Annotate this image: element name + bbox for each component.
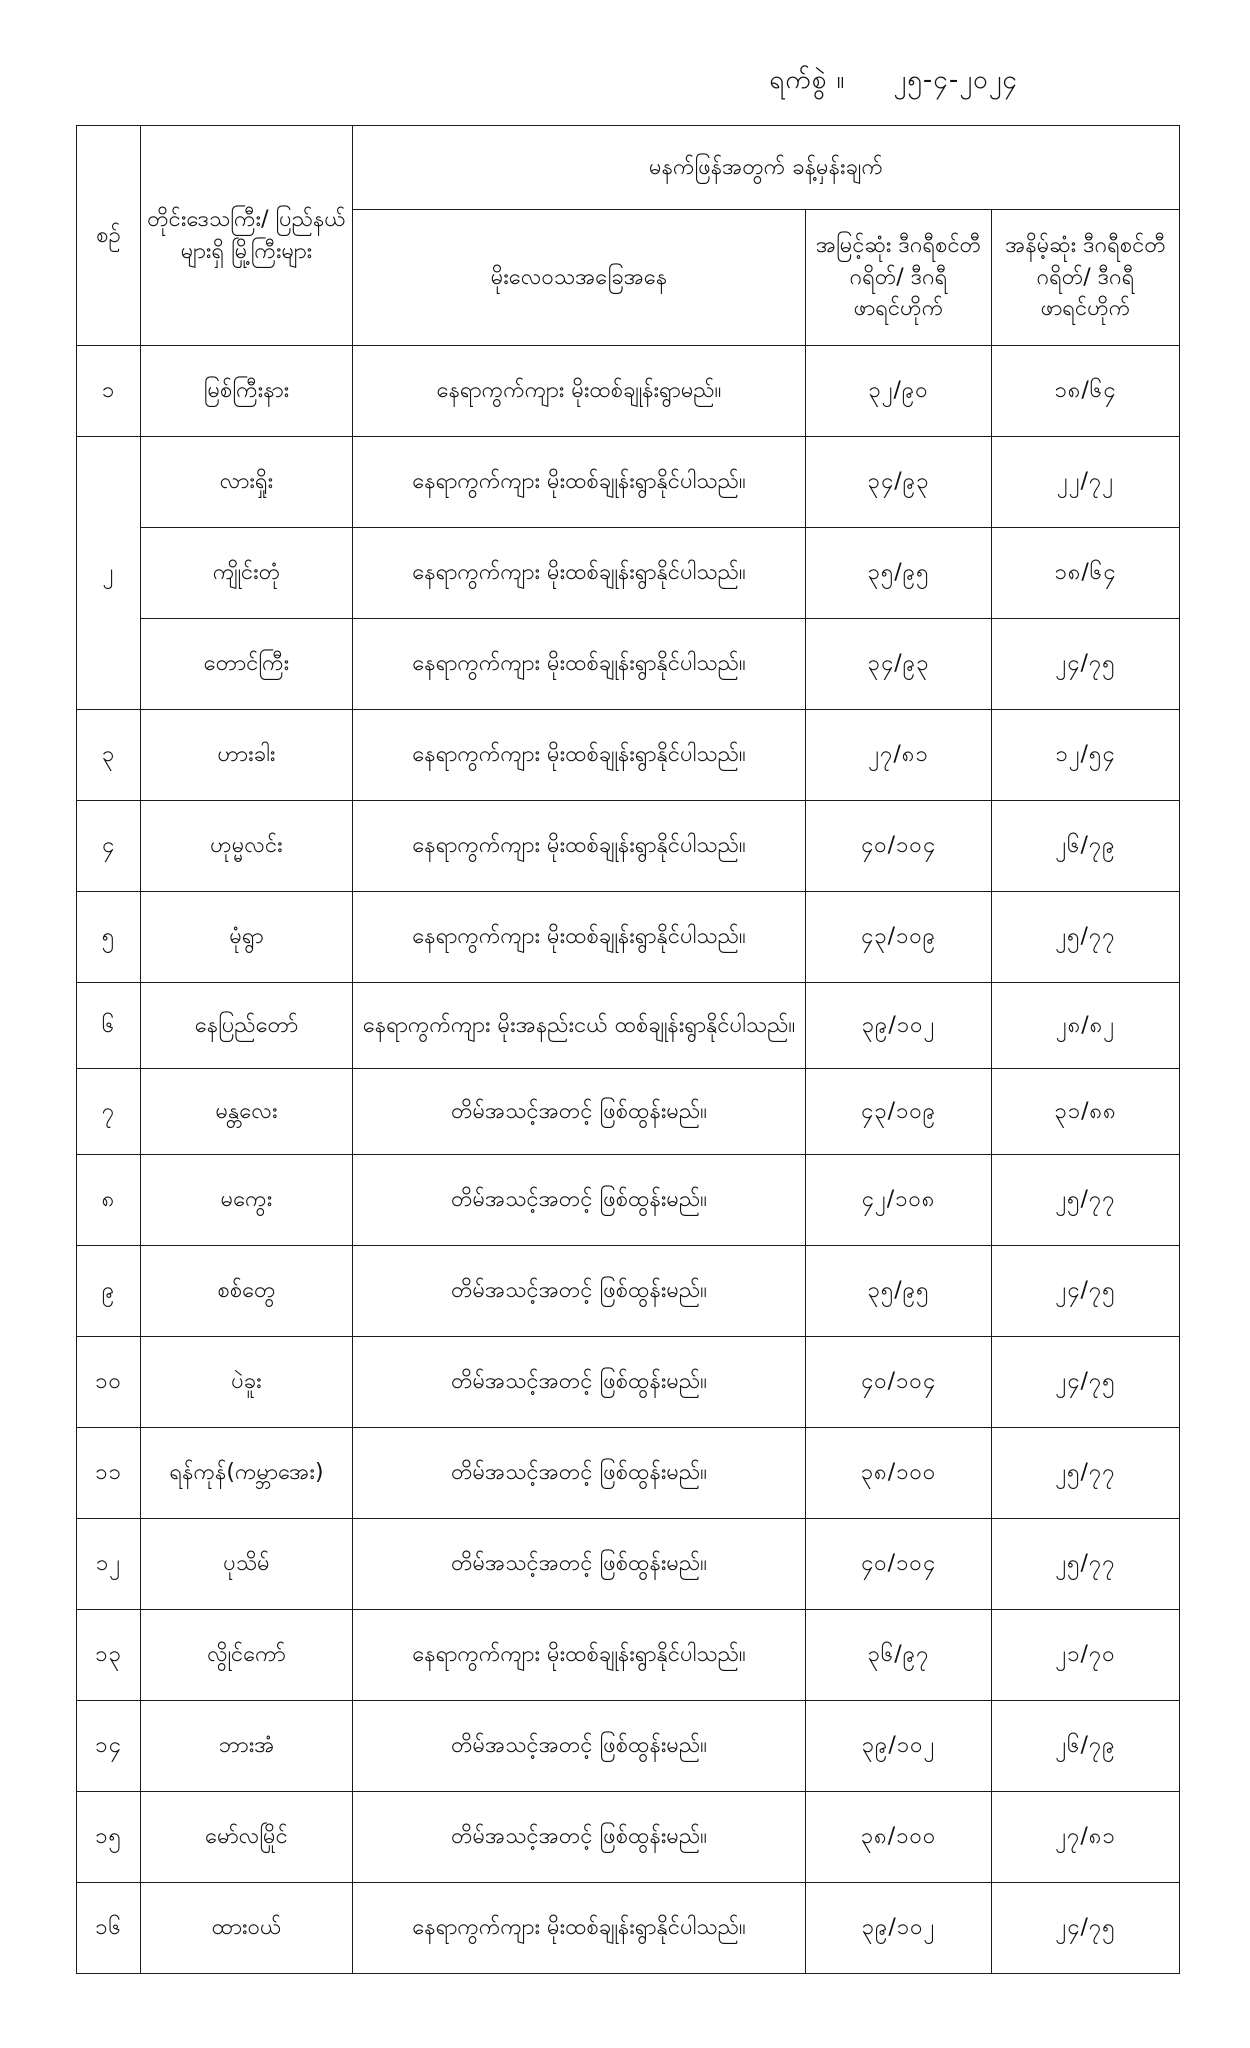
table-row xyxy=(77,1610,1180,1701)
max-temp-cell: ၄၂/၁၀၈ xyxy=(806,1155,992,1246)
min-temp-cell: ၁၂/၅၄ xyxy=(992,710,1180,801)
min-temp-cell: ၂၆/၇၉ xyxy=(992,1701,1180,1792)
table-body xyxy=(77,346,1180,1974)
header-max-temp: အမြင့်ဆုံး ဒီဂရီစင်တီဂရိတ်/ ဒီဂရီဖာရင်ဟိုက် xyxy=(806,210,992,346)
condition-cell: နေရာကွက်ကျား မိုးအနည်းငယ် ထစ်ချုန်းရွာနိုင်ပါသည်။ xyxy=(353,983,806,1069)
max-temp-cell: ၃၆/၉၇ xyxy=(806,1610,992,1701)
max-temp-cell: ၃၈/၁၀၀ xyxy=(806,1428,992,1519)
min-temp-cell: ၂၅/၇၇ xyxy=(992,892,1180,983)
row-number: ၁၀ xyxy=(77,1337,141,1428)
table-row xyxy=(77,1519,1180,1610)
document-date xyxy=(769,62,1018,101)
header-condition: မိုးလေဝသအခြေအနေ xyxy=(353,210,806,346)
max-temp-cell: ၄၃/၁၀၉ xyxy=(806,1069,992,1155)
table-header xyxy=(77,126,1180,346)
city-cell: နေပြည်တော် xyxy=(141,983,353,1069)
city-cell: ထားဝယ် xyxy=(141,1883,353,1974)
min-temp-cell: ၂၈/၈၂ xyxy=(992,983,1180,1069)
min-temp-cell: ၁၈/၆၄ xyxy=(992,346,1180,437)
city-cell: ရန်ကုန်(ကမ္ဘာအေး) xyxy=(141,1428,353,1519)
city-cell: ဟုမ္မလင်း xyxy=(141,801,353,892)
condition-cell: တိမ်အသင့်အတင့် ဖြစ်ထွန်းမည်။ xyxy=(353,1155,806,1246)
weather-forecast-table xyxy=(76,125,1180,1974)
max-temp-cell: ၃၅/၉၅ xyxy=(806,1246,992,1337)
condition-cell: တိမ်အသင့်အတင့် ဖြစ်ထွန်းမည်။ xyxy=(353,1246,806,1337)
min-temp-cell: ၂၇/၈၁ xyxy=(992,1792,1180,1883)
row-number: ၇ xyxy=(77,1069,141,1155)
condition-cell: နေရာကွက်ကျား မိုးထစ်ချုန်းရွာနိုင်ပါသည်။ xyxy=(353,437,806,528)
max-temp-cell: ၄၀/၁၀၄ xyxy=(806,801,992,892)
city-cell: မုံရွာ xyxy=(141,892,353,983)
min-temp-cell: ၂၅/၇၇ xyxy=(992,1428,1180,1519)
condition-cell: နေရာကွက်ကျား မိုးထစ်ချုန်းရွာနိုင်ပါသည်။ xyxy=(353,892,806,983)
min-temp-cell: ၁၈/၆၄ xyxy=(992,528,1180,619)
max-temp-cell: ၃၂/၉၀ xyxy=(806,346,992,437)
table-row xyxy=(77,1246,1180,1337)
city-cell: မကွေး xyxy=(141,1155,353,1246)
min-temp-cell: ၂၄/၇၅ xyxy=(992,1246,1180,1337)
min-temp-cell: ၂၄/၇၅ xyxy=(992,1883,1180,1974)
condition-cell: နေရာကွက်ကျား မိုးထစ်ချုန်းရွာနိုင်ပါသည်။ xyxy=(353,1883,806,1974)
city-cell: ဟားခါး xyxy=(141,710,353,801)
city-cell: လွိုင်ကော် xyxy=(141,1610,353,1701)
row-number: ၁၂ xyxy=(77,1519,141,1610)
row-number: ၉ xyxy=(77,1246,141,1337)
city-cell: လားရှိုး xyxy=(141,437,353,528)
max-temp-cell: ၃၄/၉၃ xyxy=(806,437,992,528)
city-cell: ကျိုင်းတုံ xyxy=(141,528,353,619)
min-temp-cell: ၂၅/၇၇ xyxy=(992,1519,1180,1610)
min-temp-cell: ၂၁/၇၀ xyxy=(992,1610,1180,1701)
max-temp-cell: ၃၉/၁၀၂ xyxy=(806,1701,992,1792)
min-temp-cell: ၂၄/၇၅ xyxy=(992,619,1180,710)
date-value: ၂၅-၄-၂၀၂၄ xyxy=(893,65,1018,95)
city-cell: မန္တလေး xyxy=(141,1069,353,1155)
max-temp-cell: ၄၃/၁၀၉ xyxy=(806,892,992,983)
min-temp-cell: ၂၄/၇၅ xyxy=(992,1337,1180,1428)
table-row xyxy=(77,619,1180,710)
min-temp-cell: ၂၅/၇၇ xyxy=(992,1155,1180,1246)
date-label: ရက်စွဲ ။ xyxy=(769,65,846,95)
table-row xyxy=(77,1701,1180,1792)
max-temp-cell: ၃၉/၁၀၂ xyxy=(806,1883,992,1974)
condition-cell: နေရာကွက်ကျား မိုးထစ်ချုန်းရွာနိုင်ပါသည်။ xyxy=(353,1610,806,1701)
max-temp-cell: ၃၄/၉၃ xyxy=(806,619,992,710)
row-number: ၁ xyxy=(77,346,141,437)
row-number: ၆ xyxy=(77,983,141,1069)
row-number: ၁၅ xyxy=(77,1792,141,1883)
max-temp-cell: ၄၀/၁၀၄ xyxy=(806,1519,992,1610)
row-number: ၁၆ xyxy=(77,1883,141,1974)
table-row xyxy=(77,892,1180,983)
condition-cell: နေရာကွက်ကျား မိုးထစ်ချုန်းရွာနိုင်ပါသည်။ xyxy=(353,801,806,892)
table-row xyxy=(77,528,1180,619)
table-row xyxy=(77,710,1180,801)
max-temp-cell: ၃၉/၁၀၂ xyxy=(806,983,992,1069)
table-row xyxy=(77,346,1180,437)
table-row xyxy=(77,801,1180,892)
condition-cell: တိမ်အသင့်အတင့် ဖြစ်ထွန်းမည်။ xyxy=(353,1428,806,1519)
condition-cell: တိမ်အသင့်အတင့် ဖြစ်ထွန်းမည်။ xyxy=(353,1701,806,1792)
min-temp-cell: ၂၂/၇၂ xyxy=(992,437,1180,528)
row-number: ၈ xyxy=(77,1155,141,1246)
condition-cell: နေရာကွက်ကျား မိုးထစ်ချုန်းရွာနိုင်ပါသည်။ xyxy=(353,528,806,619)
city-cell: ဘားအံ xyxy=(141,1701,353,1792)
condition-cell: တိမ်အသင့်အတင့် ဖြစ်ထွန်းမည်။ xyxy=(353,1337,806,1428)
table-row xyxy=(77,1792,1180,1883)
row-number: ၁၄ xyxy=(77,1701,141,1792)
header-min-temp: အနိမ့်ဆုံး ဒီဂရီစင်တီဂရိတ်/ ဒီဂရီဖာရင်ဟိုက် xyxy=(992,210,1180,346)
row-number: ၅ xyxy=(77,892,141,983)
city-cell: စစ်တွေ xyxy=(141,1246,353,1337)
max-temp-cell: ၃၅/၉၅ xyxy=(806,528,992,619)
city-cell: တောင်ကြီး xyxy=(141,619,353,710)
row-number: ၁၃ xyxy=(77,1610,141,1701)
min-temp-cell: ၃၁/၈၈ xyxy=(992,1069,1180,1155)
table-row xyxy=(77,983,1180,1069)
table-row xyxy=(77,1069,1180,1155)
condition-cell: နေရာကွက်ကျား မိုးထစ်ချုန်းရွာနိုင်ပါသည်။ xyxy=(353,710,806,801)
table-row xyxy=(77,437,1180,528)
table-row xyxy=(77,1428,1180,1519)
condition-cell: တိမ်အသင့်အတင့် ဖြစ်ထွန်းမည်။ xyxy=(353,1519,806,1610)
condition-cell: နေရာကွက်ကျား မိုးထစ်ချုန်းရွာမည်။ xyxy=(353,346,806,437)
city-cell: ပဲခူး xyxy=(141,1337,353,1428)
header-forecast-group: မနက်ဖြန်အတွက် ခန့်မှန်းချက် xyxy=(353,126,1180,210)
condition-cell: နေရာကွက်ကျား မိုးထစ်ချုန်းရွာနိုင်ပါသည်။ xyxy=(353,619,806,710)
max-temp-cell: ၄၀/၁၀၄ xyxy=(806,1337,992,1428)
condition-cell: တိမ်အသင့်အတင့် ဖြစ်ထွန်းမည်။ xyxy=(353,1792,806,1883)
max-temp-cell: ၂၇/၈၁ xyxy=(806,710,992,801)
city-cell: မော်လမြိုင် xyxy=(141,1792,353,1883)
row-number: ၂ xyxy=(77,437,141,710)
table-row xyxy=(77,1337,1180,1428)
table-row xyxy=(77,1883,1180,1974)
city-cell: ပုသိမ် xyxy=(141,1519,353,1610)
min-temp-cell: ၂၆/၇၉ xyxy=(992,801,1180,892)
max-temp-cell: ၃၈/၁၀၀ xyxy=(806,1792,992,1883)
header-no: စဉ် xyxy=(77,126,141,346)
city-cell: မြစ်ကြီးနား xyxy=(141,346,353,437)
row-number: ၄ xyxy=(77,801,141,892)
header-city: တိုင်းဒေသကြီး/ ပြည်နယ်များရှိ မြို့ကြီးများ xyxy=(141,126,353,346)
row-number: ၃ xyxy=(77,710,141,801)
table-row xyxy=(77,1155,1180,1246)
condition-cell: တိမ်အသင့်အတင့် ဖြစ်ထွန်းမည်။ xyxy=(353,1069,806,1155)
row-number: ၁၁ xyxy=(77,1428,141,1519)
